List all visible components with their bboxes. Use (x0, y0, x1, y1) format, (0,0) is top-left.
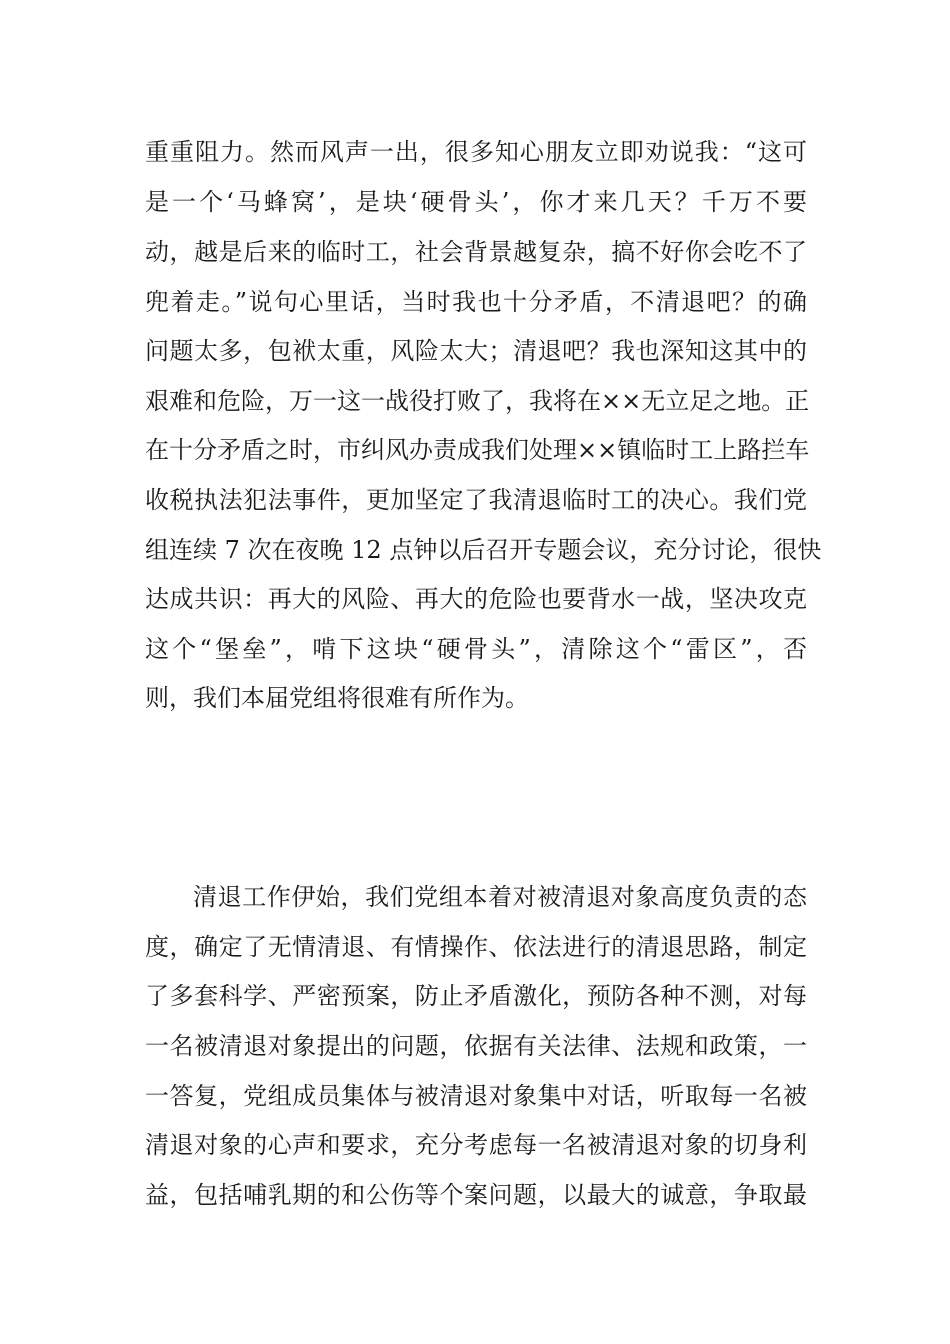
text-line: 动，越是后来的临时工，社会背景越复杂，搞不好你会吃不了 (145, 238, 807, 266)
text-line: 收税执法犯法事件，更加坚定了我清退临时工的决心。我们党 (145, 486, 807, 514)
text-line: 这个“堡垒”，啃下这块“硬骨头”，清除这个“雷区”，否 (145, 635, 807, 663)
text-line: 艰难和危险，万一这一战役打败了，我将在××无立足之地。正 (145, 387, 810, 415)
text-line: 问题太多，包袱太重，风险太大；清退吧？我也深知这其中的 (145, 337, 807, 365)
text-line: 了多套科学、严密预案，防止矛盾激化，预防各种不测，对每 (145, 982, 807, 1010)
text-line: 益，包括哺乳期的和公伤等个案问题，以最大的诚意，争取最 (145, 1181, 807, 1209)
text-line: 则，我们本届党组将很难有所作为。 (145, 684, 529, 712)
text-line: 兜着走。”说句心里话，当时我也十分矛盾，不清退吧？的确 (145, 288, 807, 316)
text-line: 在十分矛盾之时，市纠风办责成我们处理××镇临时工上路拦车 (145, 436, 810, 464)
text-line: 一名被清退对象提出的问题，依据有关法律、法规和政策，一 (145, 1032, 807, 1060)
text-line: 一答复，党组成员集体与被清退对象集中对话，听取每一名被 (145, 1082, 807, 1110)
text-line: 达成共识：再大的风险、再大的危险也要背水一战，坚决攻克 (145, 585, 807, 613)
text-line: 清退工作伊始，我们党组本着对被清退对象高度负责的态 (193, 883, 807, 911)
text-line: 重重阻力。然而风声一出，很多知心朋友立即劝说我：“这可 (145, 138, 807, 166)
text-line: 清退对象的心声和要求，充分考虑每一名被清退对象的切身利 (145, 1131, 807, 1159)
text-line: 组连续 7 次在夜晚 12 点钟以后召开专题会议，充分讨论，很快 (145, 536, 822, 564)
text-line: 是一个‘马蜂窝’，是块‘硬骨头’，你才来几天？千万不要 (145, 188, 807, 216)
text-line: 度，确定了无情清退、有情操作、依法进行的清退思路，制定 (145, 933, 807, 961)
